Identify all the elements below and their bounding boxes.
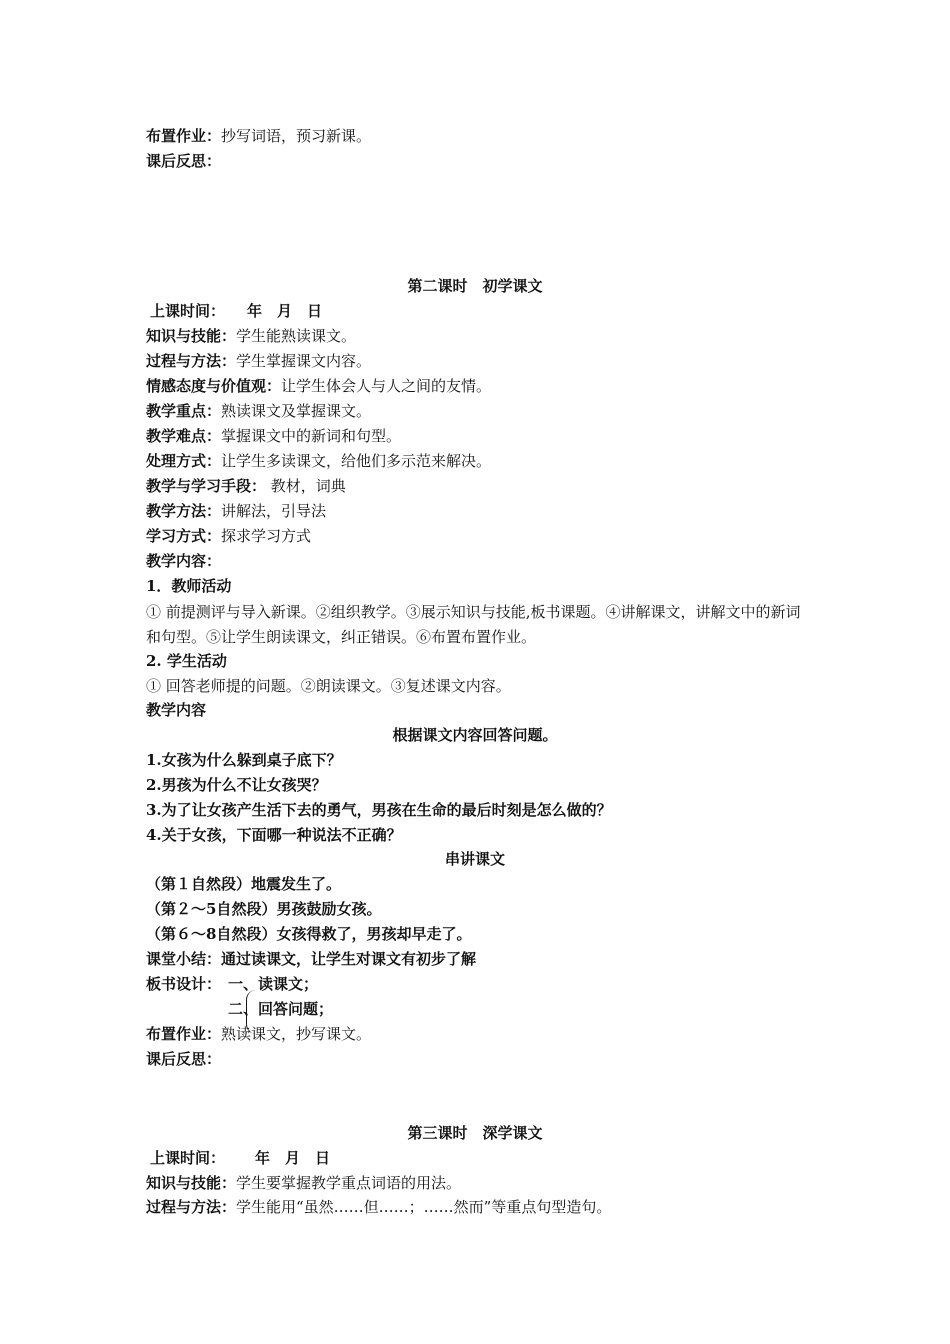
board-item: 一、读课文； <box>228 975 319 993</box>
lesson2-time-line <box>150 301 322 321</box>
question-item: 3.为了让女孩产生活下去的勇气，男孩在生命的最后时刻是怎么做的？ <box>146 801 612 819</box>
questions-heading: 根据课文内容回答问题。 <box>392 726 558 744</box>
process-line <box>146 1197 611 1217</box>
knowledge-text: 学生能熟读课文。 <box>236 327 357 345</box>
emotion-text: 让学生体会人与人之间的友情。 <box>281 377 492 395</box>
paragraph-item: （第１自然段）地震发生了。 <box>146 875 342 893</box>
homework-label: 布置作业： <box>146 127 222 145</box>
emotion-label: 情感态度与价值观： <box>146 377 282 395</box>
teacher-activity-heading: 1．教师活动 <box>146 577 232 595</box>
process-label: 过程与方法： <box>146 352 237 370</box>
means-text: 教材，词典 <box>266 477 346 495</box>
reflection-label: 课后反思： <box>146 152 222 170</box>
handling-text: 让学生多读课文，给他们多示范来解决。 <box>221 452 492 470</box>
difficulty-text: 掌握课文中的新词和句型。 <box>221 427 402 445</box>
content-label: 教学内容： <box>146 552 222 570</box>
process-text: 学生能用“虽然……但……；……然而”等重点句型造句。 <box>236 1198 612 1216</box>
homework-line <box>146 126 371 146</box>
method-text: 讲解法，引导法 <box>221 502 327 520</box>
process-text: 学生掌握课文内容。 <box>236 352 372 370</box>
teacher-activity-text: ① 前提测评与导入新课。②组织教学。③展示知识与技能,板书课题。④讲解课文，讲解文中的新词和句型。⑤让学生朗读课文，纠正错误。⑥布置布置作业。 <box>146 603 801 646</box>
key-point-label: 教学重点： <box>146 402 222 420</box>
process-label: 过程与方法： <box>146 1198 237 1216</box>
homework-text: 熟读课文，抄写课文。 <box>221 1025 372 1043</box>
handling-line <box>146 451 491 471</box>
knowledge-line <box>146 1173 461 1193</box>
key-point-line <box>146 401 371 421</box>
question-item: 2.男孩为什么不让女孩哭？ <box>146 776 327 794</box>
paragraph-item: （第６～8自然段）女孩得救了，男孩却早走了。 <box>146 925 472 943</box>
study-line <box>146 526 311 546</box>
lesson2-title: 第二课时 初学课文 <box>407 277 543 295</box>
explain-heading: 串讲课文 <box>444 850 505 868</box>
lesson3-title: 第三课时 深学课文 <box>407 1124 543 1142</box>
question-item: 4.关于女孩，下面哪一种说法不正确？ <box>146 826 402 844</box>
knowledge-label: 知识与技能： <box>146 1174 237 1192</box>
reflection-label: 课后反思： <box>146 1050 222 1068</box>
content-label-2: 教学内容 <box>146 701 207 719</box>
board-label: 板书设计： <box>146 975 222 993</box>
study-label: 学习方式： <box>146 527 222 545</box>
homework-text: 抄写词语，预习新课。 <box>221 127 372 145</box>
time-label: 上课时间： <box>150 1149 226 1167</box>
time-value: 年 月 日 <box>247 302 323 320</box>
question-item: 1.女孩为什么躲到桌子底下？ <box>146 751 342 769</box>
homework-label: 布置作业： <box>146 1025 222 1043</box>
knowledge-text: 学生要掌握教学重点词语的用法。 <box>236 1174 462 1192</box>
lesson3-time-line <box>150 1148 330 1168</box>
lesson-summary: 课堂小结：通过读课文，让学生对课文有初步了解 <box>146 950 477 968</box>
board-item: 二、回答问题； <box>228 1000 334 1018</box>
handling-label: 处理方式： <box>146 452 222 470</box>
difficulty-line <box>146 426 401 446</box>
emotion-line <box>146 376 491 396</box>
knowledge-label: 知识与技能： <box>146 327 237 345</box>
paragraph-item: （第２～5自然段）男孩鼓励女孩。 <box>146 900 382 918</box>
time-value: 年 月 日 <box>255 1149 331 1167</box>
process-line <box>146 351 371 371</box>
method-line <box>146 501 326 521</box>
homework-line <box>146 1024 371 1044</box>
knowledge-line <box>146 326 356 346</box>
student-activity-heading: 2. 学生活动 <box>146 652 227 670</box>
key-point-text: 熟读课文及掌握课文。 <box>221 402 372 420</box>
student-activity-text: ① 回答老师提的问题。②朗读课文。③复述课文内容。 <box>146 677 511 695</box>
time-label: 上课时间： <box>150 302 226 320</box>
difficulty-label: 教学难点： <box>146 427 222 445</box>
method-label: 教学方法： <box>146 502 222 520</box>
means-label: 教学与学习手段： <box>146 477 267 495</box>
study-text: 探求学习方式 <box>221 527 312 545</box>
means-line <box>146 476 346 496</box>
